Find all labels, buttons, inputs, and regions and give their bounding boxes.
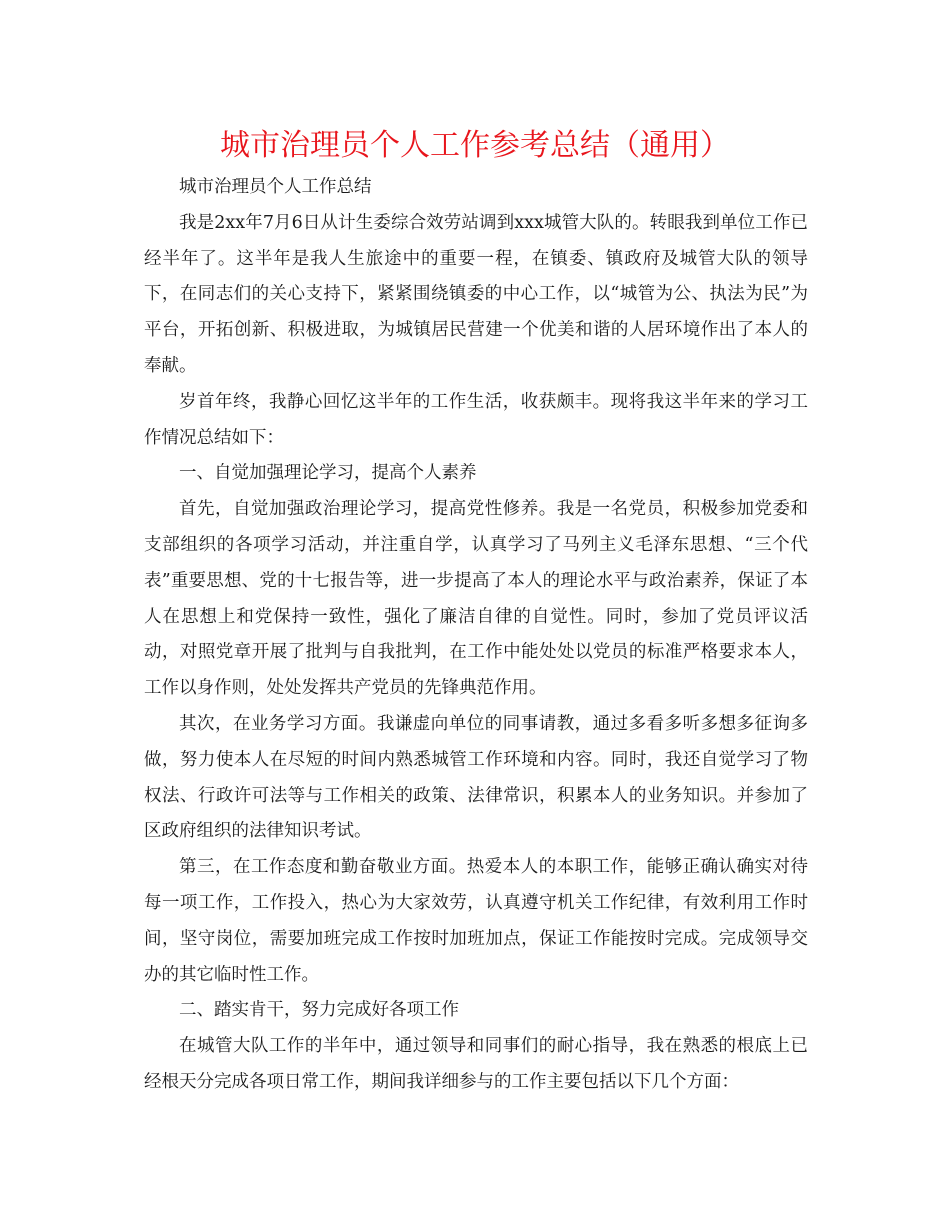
section-heading-1: 一、自觉加强理论学习，提高个人素养 <box>179 463 477 484</box>
business-study-paragraph: 其次，在业务学习方面。我谦虚向单位的同事请教，通过多看多听多想多征询多做，努力使本人在尽短的时间内熟悉城管工作环境和内容。同时，我还自觉学习了物权法、行政许可法等与工作相关的政策、法律常识，积累本人的业务知识。并参加了区政府组织的法律知识考试。 <box>144 713 808 842</box>
document-title: 城市治理员个人工作参考总结（通用） <box>220 128 730 163</box>
political-study-paragraph: 首先，自觉加强政治理论学习，提高党性修养。我是一名党员，积极参加党委和支部组织的各项学习活动，并注重自学，认真学习了马列主义毛泽东思想、“三个代表”重要思想、党的十七报告等，进一步提高了本人的理论水平与政治素养，保证了本人在思想上和党保持一致性，强化了廉洁自律的自觉性。同时，参加了党员评议活动，对照党章开展了批判与自我批判，在工作中能处处以党员的标准严格要求本人，工作以身作则，处处发挥共产党员的先锋典范作用。 <box>144 499 808 699</box>
document-body <box>144 170 808 1101</box>
review-paragraph: 岁首年终，我静心回忆这半年的工作生活，收获颇丰。现将我这半年来的学习工作情况总结如下： <box>144 391 808 448</box>
section-heading-2: 二、踏实肯干，努力完成好各项工作 <box>179 1000 459 1021</box>
intro-paragraph: 我是2xx年7月6日从计生委综合效劳站调到xxx城管大队的。转眼我到单位工作已经半年了。这半年是我人生旅途中的重要一程，在镇委、镇政府及城管大队的领导下，在同志们的关心支持下，紧紧围绕镇委的中心工作，以“城管为公、执法为民”为平台，开拓创新、积极进取，为城镇居民营建一个优美和谐的人居环境作出了本人的奉献。 <box>144 212 808 376</box>
work-intro-paragraph: 在城管大队工作的半年中，通过领导和同事们的耐心指导，我在熟悉的根底上已经根天分完成各项日常工作，期间我详细参与的工作主要包括以下几个方面： <box>144 1036 808 1092</box>
subtitle-paragraph: 城市治理员个人工作总结 <box>179 177 372 197</box>
work-attitude-paragraph: 第三，在工作态度和勤奋敬业方面。热爱本人的本职工作，能够正确认确实对待每一项工作，工作投入，热心为大家效劳，认真遵守机关工作纪律，有效利用工作时间，坚守岗位，需要加班完成工作按时加班加点，保证工作能按时完成。完成领导交办的其它临时性工作。 <box>144 857 808 985</box>
